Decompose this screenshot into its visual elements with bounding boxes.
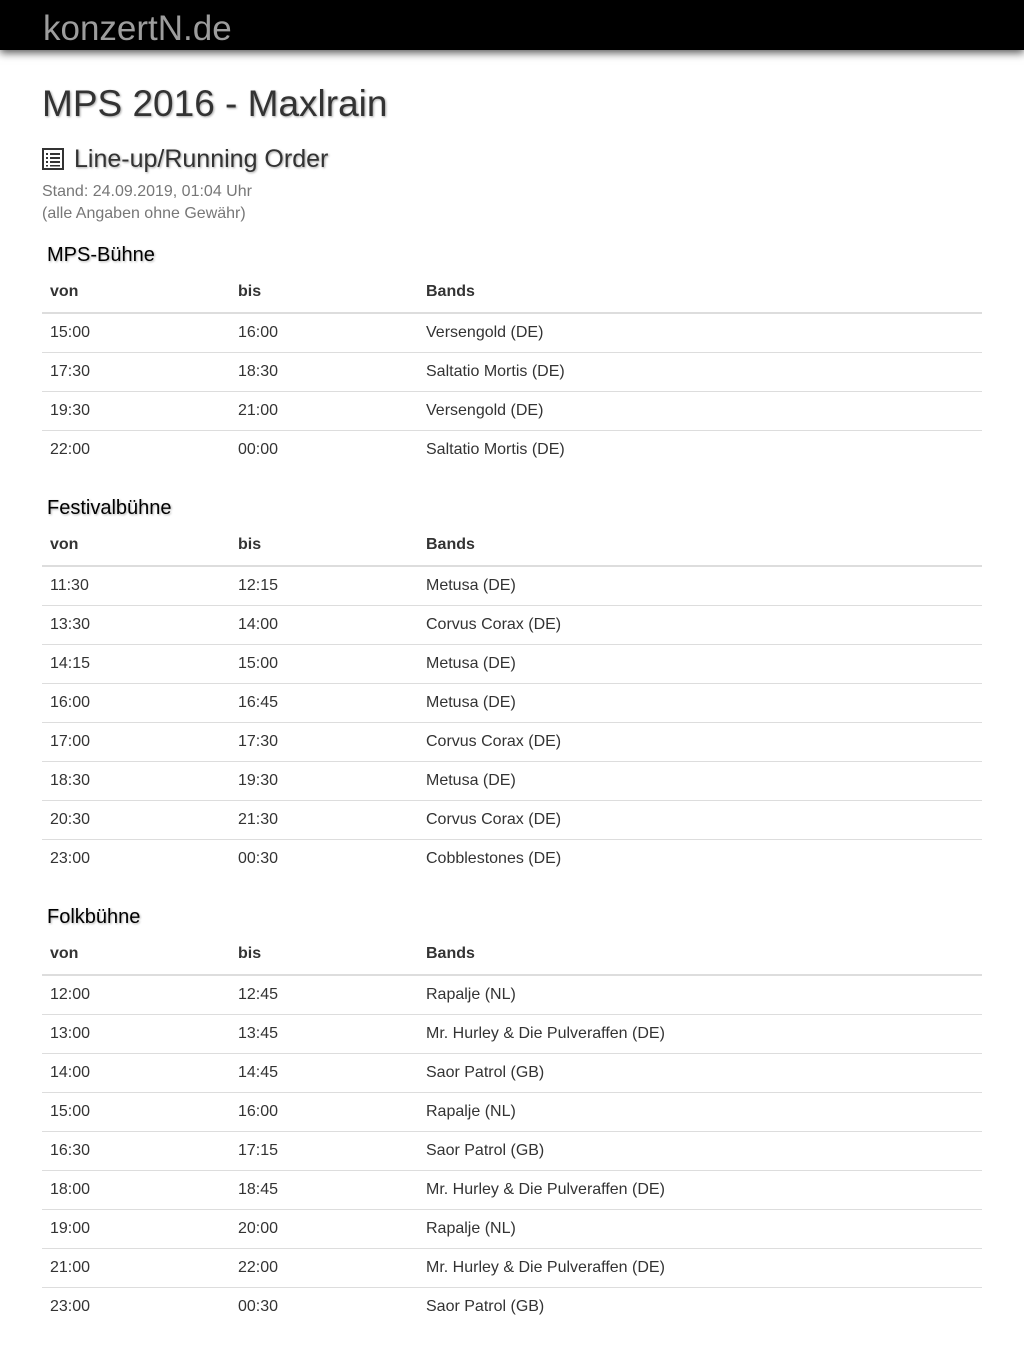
lineup-table bbox=[42, 525, 982, 878]
start-time-cell: 14:15 bbox=[42, 645, 230, 684]
start-time-cell: 14:00 bbox=[42, 1054, 230, 1093]
table-row bbox=[42, 1093, 982, 1132]
start-time-cell: 23:00 bbox=[42, 840, 230, 879]
start-time-cell: 22:00 bbox=[42, 431, 230, 470]
table-header-row bbox=[42, 525, 982, 566]
start-time-cell: 16:30 bbox=[42, 1132, 230, 1171]
end-time-cell: 19:30 bbox=[230, 762, 418, 801]
band-cell: Corvus Corax (DE) bbox=[418, 801, 982, 840]
lineup-table bbox=[42, 272, 982, 469]
stand-timestamp: Stand: 24.09.2019, 01:04 Uhr bbox=[42, 183, 252, 200]
column-header-bis: bis bbox=[230, 272, 418, 313]
table-body bbox=[42, 313, 982, 469]
start-time-cell: 21:00 bbox=[42, 1249, 230, 1288]
table-row bbox=[42, 1249, 982, 1288]
table-row bbox=[42, 684, 982, 723]
navbar bbox=[0, 0, 1024, 50]
table-row bbox=[42, 645, 982, 684]
band-cell: Rapalje (NL) bbox=[426, 986, 516, 1003]
column-header-bands: Bands bbox=[418, 934, 982, 975]
start-time-cell: 13:30 bbox=[42, 606, 230, 645]
band-cell: Saltatio Mortis (DE) bbox=[418, 431, 982, 470]
table-row bbox=[42, 1132, 982, 1171]
end-time-cell: 00:30 bbox=[230, 1288, 418, 1327]
table-row bbox=[42, 566, 982, 606]
table-row bbox=[42, 762, 982, 801]
list-alt-icon bbox=[42, 148, 64, 170]
table-row bbox=[42, 392, 982, 431]
start-time-cell: 15:00 bbox=[50, 324, 91, 341]
table-row bbox=[42, 975, 982, 1015]
end-time-cell: 14:00 bbox=[230, 606, 418, 645]
end-time-cell: 16:00 bbox=[230, 1093, 418, 1132]
table-row bbox=[42, 313, 982, 353]
end-time-cell: 00:00 bbox=[230, 431, 418, 470]
lineup-table bbox=[42, 934, 982, 1326]
start-time-cell: 19:00 bbox=[42, 1210, 230, 1249]
band-cell: Saltatio Mortis (DE) bbox=[418, 353, 982, 392]
band-cell: Saor Patrol (GB) bbox=[418, 1288, 982, 1327]
section-heading-text: Line-up/Running Order bbox=[74, 145, 329, 173]
table-header-row bbox=[42, 934, 982, 975]
column-header-bands: Bands bbox=[418, 272, 982, 313]
band-cell: Versengold (DE) bbox=[426, 324, 544, 341]
start-time-cell: 20:30 bbox=[42, 801, 230, 840]
column-header-von: von bbox=[42, 525, 230, 566]
band-cell: Metusa (DE) bbox=[426, 577, 516, 594]
column-header-von: von bbox=[42, 272, 230, 313]
band-cell: Mr. Hurley & Die Pulveraffen (DE) bbox=[418, 1249, 982, 1288]
end-time-cell: 17:15 bbox=[230, 1132, 418, 1171]
end-time-cell: 17:30 bbox=[230, 723, 418, 762]
end-time-cell: 00:30 bbox=[230, 840, 418, 879]
band-cell: Versengold (DE) bbox=[418, 392, 982, 431]
column-header-bis: bis bbox=[230, 934, 418, 975]
end-time-cell: 13:45 bbox=[230, 1015, 418, 1054]
band-cell: Cobblestones (DE) bbox=[418, 840, 982, 879]
band-cell: Saor Patrol (GB) bbox=[418, 1132, 982, 1171]
table-row bbox=[42, 1171, 982, 1210]
start-time-cell: 18:00 bbox=[42, 1171, 230, 1210]
page-title: MPS 2016 - Maxlrain bbox=[42, 83, 388, 124]
section-heading bbox=[42, 143, 328, 175]
table-row bbox=[42, 801, 982, 840]
end-time-cell: 15:00 bbox=[230, 645, 418, 684]
stage-title: Folkbühne bbox=[47, 906, 141, 928]
band-cell: Rapalje (NL) bbox=[418, 1210, 982, 1249]
band-cell: Metusa (DE) bbox=[418, 684, 982, 723]
band-cell: Corvus Corax (DE) bbox=[418, 723, 982, 762]
table-row bbox=[42, 840, 982, 879]
table-row bbox=[42, 1015, 982, 1054]
band-cell: Metusa (DE) bbox=[418, 762, 982, 801]
table-row bbox=[42, 431, 982, 470]
table-body bbox=[42, 975, 982, 1326]
band-cell: Metusa (DE) bbox=[418, 645, 982, 684]
band-cell: Corvus Corax (DE) bbox=[418, 606, 982, 645]
band-cell: Rapalje (NL) bbox=[418, 1093, 982, 1132]
brand-link[interactable]: konzertN.de bbox=[43, 9, 232, 48]
start-time-cell: 11:30 bbox=[50, 577, 89, 594]
end-time-cell: 21:30 bbox=[230, 801, 418, 840]
end-time-cell: 21:00 bbox=[230, 392, 418, 431]
band-cell: Saor Patrol (GB) bbox=[418, 1054, 982, 1093]
column-header-bis: bis bbox=[230, 525, 418, 566]
table-row bbox=[42, 353, 982, 392]
end-time-cell: 12:45 bbox=[238, 986, 279, 1003]
start-time-cell: 17:00 bbox=[42, 723, 230, 762]
table-row bbox=[42, 1054, 982, 1093]
band-cell: Mr. Hurley & Die Pulveraffen (DE) bbox=[418, 1015, 982, 1054]
start-time-cell: 19:30 bbox=[42, 392, 230, 431]
end-time-cell: 16:45 bbox=[230, 684, 418, 723]
end-time-cell: 14:45 bbox=[230, 1054, 418, 1093]
start-time-cell: 15:00 bbox=[42, 1093, 230, 1132]
table-row bbox=[42, 606, 982, 645]
stage-title: MPS-Bühne bbox=[47, 244, 155, 266]
end-time-cell: 18:30 bbox=[230, 353, 418, 392]
start-time-cell: 13:00 bbox=[42, 1015, 230, 1054]
start-time-cell: 16:00 bbox=[42, 684, 230, 723]
end-time-cell: 22:00 bbox=[230, 1249, 418, 1288]
disclaimer: (alle Angaben ohne Gewähr) bbox=[42, 205, 246, 222]
stage-title: Festivalbühne bbox=[47, 497, 172, 519]
end-time-cell: 20:00 bbox=[230, 1210, 418, 1249]
start-time-cell: 23:00 bbox=[42, 1288, 230, 1327]
column-header-von: von bbox=[42, 934, 230, 975]
table-header-row bbox=[42, 272, 982, 313]
column-header-bands: Bands bbox=[418, 525, 982, 566]
table-body bbox=[42, 566, 982, 878]
end-time-cell: 16:00 bbox=[238, 324, 279, 341]
end-time-cell: 18:45 bbox=[230, 1171, 418, 1210]
end-time-cell: 12:15 bbox=[238, 577, 279, 594]
start-time-cell: 17:30 bbox=[42, 353, 230, 392]
start-time-cell: 18:30 bbox=[42, 762, 230, 801]
table-row bbox=[42, 1288, 982, 1327]
start-time-cell: 12:00 bbox=[50, 986, 91, 1003]
band-cell: Mr. Hurley & Die Pulveraffen (DE) bbox=[418, 1171, 982, 1210]
table-row bbox=[42, 723, 982, 762]
table-row bbox=[42, 1210, 982, 1249]
